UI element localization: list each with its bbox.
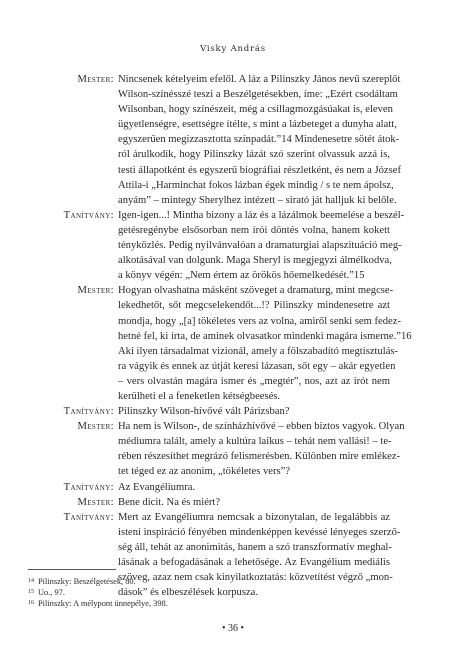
text-line: Aki ilyen társadalmat vizionál, amely a fölszabadító megtisztulás- — [118, 345, 399, 357]
text-line: kerülheti el a feneketlen kétségbeesés. — [118, 390, 281, 402]
text-line: – vers olvastán magára ismer és „megtér”, nos, azt az írót nem — [118, 375, 390, 387]
text-line: Hogyan olvashatna másként szöveget a dramaturg, mint megcse- — [118, 285, 394, 297]
text-line: ról árulkodik, hogy Pilinszky lázát szó szerint olvassuk azzá is, — [118, 149, 390, 161]
dialogue-exchange — [0, 404, 466, 419]
speaker-label: Mester: — [77, 496, 114, 508]
footnote — [28, 587, 428, 598]
text-line: tet téged ez az anonim, „tökéletes vers”? — [118, 466, 291, 478]
text-line: Igen-igen...! Mintha bizony a láz és a lázálmok beemelése a beszél- — [118, 209, 405, 221]
text-line: anyám” – mintegy Sherylhez intézett – sirató ját halljuk ki belőle. — [118, 194, 397, 206]
page-number: • 36 • — [221, 623, 244, 634]
dialogue-exchange — [0, 480, 466, 495]
speech-text — [118, 480, 390, 495]
footnote — [28, 598, 428, 609]
text-line: tényközlés. Pedig nyilvánvalóan a dramaturgiai alapszituáció meg- — [118, 240, 402, 252]
speaker-label: Mester: — [77, 421, 114, 433]
text-line: testi állapotként és egyszerű biográfiai részletként, és nem a József — [118, 164, 401, 176]
dialogue-exchange — [0, 208, 466, 283]
text-line: lekedhetőt, sőt megcselekendőt...!? Pilinszky mindenesetre azt — [118, 300, 390, 312]
text-line: médiumra talált, amely a kultúra laikus – tehát nem vallási! – te- — [118, 436, 392, 448]
footnote-number: 15 — [28, 589, 34, 596]
footnote — [28, 576, 428, 587]
text-line: Ha nem is Wilson-, de színházhívővé – ebben biztos vagyok. Olyan — [118, 421, 405, 433]
text-line: ra vágyik és ennek az útját keresi lázasan, sőt egy – akár egyetlen — [118, 360, 396, 372]
speech-text — [118, 419, 405, 479]
text-line: ügyetlenségre, esettségre ítélte, s mint a lázbeteget a dunyha alatt, — [118, 119, 397, 131]
speaker-label: Tanítvány: — [63, 511, 114, 523]
speaker-label: Tanítvány: — [63, 209, 114, 221]
speaker-label: Mester: — [77, 74, 114, 85]
dialogue-body — [0, 72, 466, 600]
speech-text — [118, 404, 390, 419]
text-line: lásának a befogadásának a lehetősége. Az Evangélium mediális — [118, 557, 390, 568]
dialogue-exchange — [0, 283, 466, 404]
text-line: dások” és elbeszélések korpusza. — [118, 587, 259, 599]
text-line: ség áll, tehát az anonimitás, hanem a szó transzformatív meghal- — [118, 541, 392, 553]
footnote-number: 16 — [28, 600, 34, 607]
text-line: a könyv végén: „Nem értem az örökös hőemelkedését.”15 — [118, 270, 365, 282]
text-line: hetné fel, ki írta, de aminek olvasatkor mindenki magára ismerne.”16 — [118, 330, 412, 342]
footnote-text: Uo., 97. — [38, 588, 65, 598]
speaker-label: Mester: — [77, 285, 114, 297]
text-line: Wilson-színésszé teszi a Beszélgetésekben, íme: „Ezért csodáltam — [118, 89, 398, 101]
text-line: Az Evangéliumra. — [118, 481, 196, 493]
speech-text — [118, 283, 412, 404]
text-line: mondja, hogy „[a] tökéletes vers az volna, amiről senki sem fedez- — [118, 315, 401, 327]
footnote-number: 14 — [28, 578, 34, 584]
text-line: Bene dicit. Na és miért? — [118, 496, 221, 508]
text-line: isteni inspiráció fényében mindenképpen kevéssé lényeges szerző- — [118, 526, 401, 538]
dialogue-exchange — [0, 495, 466, 510]
footnote-text: Pilinszky: Beszélgetések, 80. — [38, 577, 136, 586]
running-head: Visky András — [200, 44, 266, 54]
speaker-label: Tanítvány: — [63, 406, 114, 418]
text-line: szöveg, azaz nem csak kinyilatkoztatás: közvetítést végző „mon- — [118, 572, 393, 584]
footnote-text: Pilinszky: A mélypont ünnepélye, 398. — [38, 599, 168, 609]
text-line: egyszerűen megizzasztotta színpadát.”14 Mindenesetre sötét átok- — [118, 134, 400, 146]
dialogue-exchange — [0, 419, 466, 479]
speech-text — [118, 72, 401, 208]
text-line: Mert az Evangéliumra nemcsak a bizonytalan, de legalábbis az — [118, 511, 390, 523]
dialogue-exchange — [0, 72, 466, 208]
text-line: getésregénybe elsősorban nem írói döntés volna, hanem kokett — [118, 224, 390, 236]
footnote-rule — [28, 569, 116, 570]
text-line: rében részesíthet megrázó felismerésben. Különben mire emlékez- — [118, 451, 401, 463]
text-line: Attila-i „Harminchat fokos lázban égek mindig / s te nem ápolsz, — [118, 179, 394, 191]
speech-text — [118, 208, 405, 283]
speaker-label: Tanítvány: — [63, 481, 114, 493]
text-line: alkotásával van dolgunk. Maga Sheryl is megjegyzi álmélkodva, — [118, 255, 392, 267]
speech-text — [118, 495, 390, 510]
footnotes — [28, 576, 428, 610]
text-line: Wilsonban, hogy színészeit, még a csillagmozgásúakat is, eleven — [118, 104, 393, 116]
text-line: Pilinszky Wilson-hívővé vált Párizsban? — [118, 406, 290, 418]
text-line: Nincsenek kételyeim efelől. A láz a Pilinszky János nevű szereplőt — [118, 74, 401, 85]
